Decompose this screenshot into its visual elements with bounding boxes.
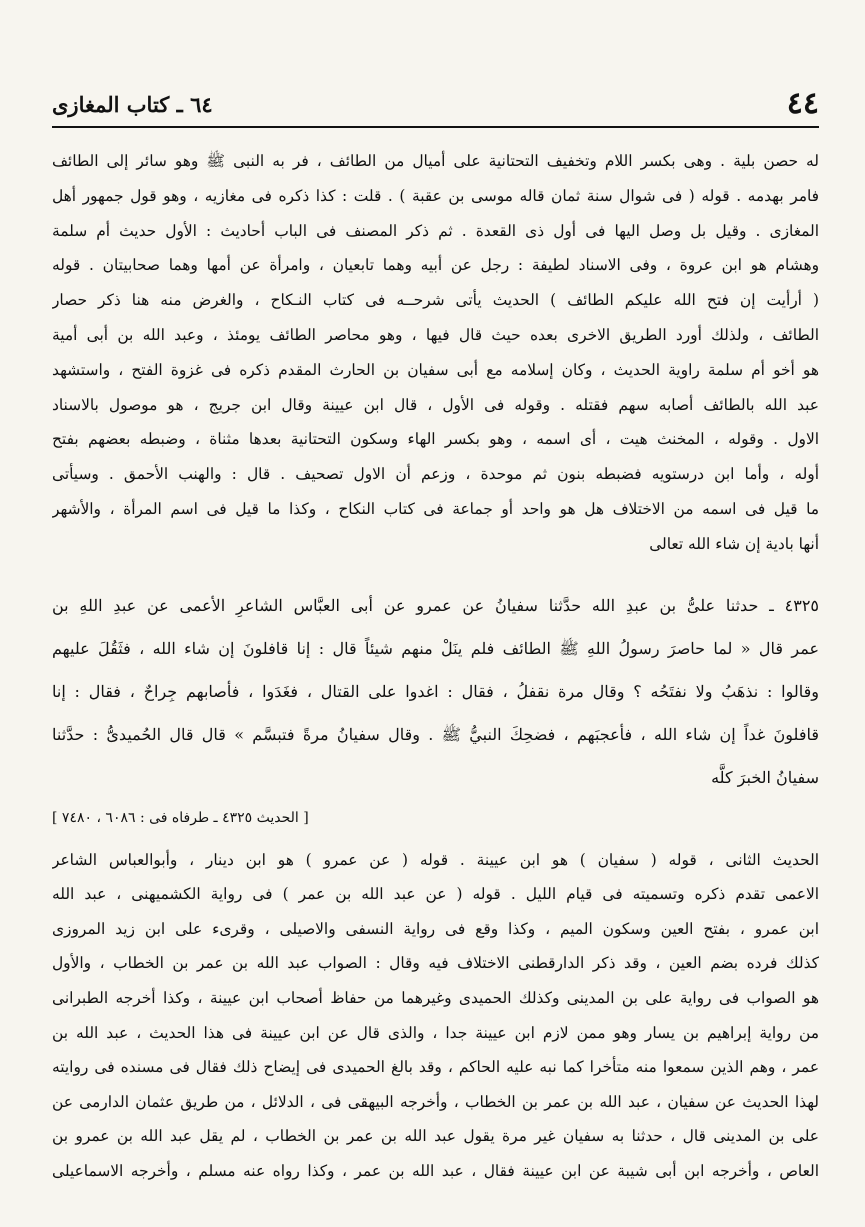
hadith-line: عمر قال « لما حاصرَ رسولُ اللهِ ﷺ الطائف فلم ينَلْ منهم شيئاً قال : إنا قافلونَ إن شاء الله ، فثَقُلَ عليهم <box>52 638 819 658</box>
hadith-reference-note <box>52 803 819 833</box>
text-line: هو الصواب فى رواية على بن المدينى وكذلك الحميدى وغيرهما من حفاظ أصحاب ابن عيينة ، وكذا أخرجه الطبرانى <box>52 988 819 1007</box>
text-line: من رواية إبراهيم بن يسار وهو ممن لازم ابن عيينة جدا ، والذى قال عن ابن عيينة فى هذا الحديث ، عبد الله بن <box>52 1023 819 1042</box>
commentary-paragraph-1 <box>52 144 819 562</box>
text-line: له حصن بلية . وهى بكسر اللام وتخفيف التحتانية على أميال من الطائف ، فر به النبى ﷺ وهو سائر إلى الطائف <box>52 152 819 170</box>
text-line: أنها بادية إن شاء الله تعالى <box>649 534 819 553</box>
text-line: هو أخو أم سلمة راوية الحديث ، وكان إسلامه مع أبى سفيان بن الحارث المقدم ذكره فى غزوة الفتح ، واستشهد <box>52 360 819 379</box>
text-line: الاعمى تقدم ذكره وتسميته فى قيام الليل . قوله ( عن عبد الله بن عمر ) فى رواية الكشميهنى ، عبد الله <box>52 885 819 904</box>
reference-note-text: [ الحديث ٤٣٢٥ ـ طرفاه فى : ٦٠٨٦ ، ٧٤٨٠ ] <box>52 809 309 826</box>
running-title: ٦٤ ـ كتاب المغازى <box>52 92 213 117</box>
text-line: أوله ، وأما ابن درستويه فضبطه بنون ثم موحدة ، وزعم أن الاول تصحيف . قال : والهنب الأحمق . وسيأتى <box>52 465 819 484</box>
hadith-line: وقالوا : نذهَبُ ولا نفتَحُه ؟ وقال مرة نقفلُ ، فقال : اغدوا على القتال ، فغَدَوا ، فأصابهم جِراحٌ ، فقال : إنا <box>52 681 819 701</box>
text-line: ( أرأيت إن فتح الله عليكم الطائف ) الحديث يأتى شرحــه فى كتاب النـكاح ، والغرض منه هنا ذكر حصار <box>52 291 819 310</box>
text-line: ابن عمرو ، بفتح العين وسكون الميم ، وكذا وقع فى رواية النسفى والاصيلى ، وقرىء على ابن زيد المروزى <box>52 919 819 938</box>
text-line: الاول . وقوله ، المخنث هيت ، أى اسمه ، وهو بكسر الهاء وسكون التحتانية بعدها مثناة ، وضبطه بعضهم بفتح <box>52 430 819 449</box>
text-line: فامر بهدمه . قوله ( فى شوال سنة ثمان قاله موسى بن عقبة ) . قلت : كذا ذكره فى مغازيه ، وهو قول جمهور أهل <box>52 186 819 205</box>
text-line: المغازى . وقيل بل وصل اليها فى أول ذى القعدة . ثم ذكر المصنف فى الباب أحاديث : الأول حديث أم سلمة <box>52 221 819 240</box>
text-line: عمر ، وهم الذين سمعوا منه متأخرا كما نبه عليه الحاكم ، وقد بالغ الحميدى فى إيضاح ذلك فقال فى مسنده فى روايته <box>52 1058 819 1077</box>
text-line: الطائف ، ولذلك أورد الطريق الاخرى بعده حيث قال فيها ، وهو محاصر الطائف يومئذ ، وعبد الله بن أبى أمية <box>52 325 819 344</box>
text-line: ما قيل فى اسمه من الاختلاف هل هو واحد أو جماعة فى كتاب النكاح ، وكذا ما قيل فى اسم المرأة ، والأشهر <box>52 499 819 518</box>
text-line: وهشام هو ابن عروة ، وفى الاسناد لطيفة : رجل عن أبيه وهما تابعيان ، وامرأة عن أمها وهما صحابيتان . قوله <box>52 256 819 275</box>
text-line: عبد الله بالطائف أصابه سهم فقتله . وقوله فى الأول ، قال ابن عيينة وقال ابن جريج ، هو موصول بالاسناد <box>52 395 819 414</box>
commentary-paragraph-2 <box>52 843 819 1189</box>
page-header <box>52 86 819 128</box>
page-body <box>52 144 819 1189</box>
text-line: الحديث الثانى ، قوله ( سفيان ) هو ابن عيينة . قوله ( عن عمرو ) هو ابن دينار ، وأبوالعباس الشاعر <box>52 850 819 869</box>
hadith-line: ٤٣٢٥ ـ حدثنا علىُّ بن عبدِ الله حدَّثنا سفيانُ عن عمرو عن أبى العبَّاس الشاعرِ الأعمى عن عبدِ اللهِ بن <box>52 595 819 615</box>
text-line: كذلك فرده بضم العين ، وقد ذكر الدارقطنى الاختلاف فيه وقال : الصواب عبد الله بن عمر بن الخطاب ، والأول <box>52 954 819 973</box>
text-line: العاص ، وأخرجه ابن أبى شيبة عن ابن عيينة فقال ، عبد الله بن عمر ، وكذا رواه عنه مسلم ، وأخرجه الاسماعيلى <box>52 1161 819 1180</box>
hadith-line: سفيانُ الخبرَ كلَّه <box>711 767 819 787</box>
hadith-paragraph <box>52 584 819 799</box>
text-line: لهذا الحديث عن سفيان ، عبد الله بن عمر بن الخطاب ، وأخرجه البيهقى فى ، الدلائل ، من طريق عثمان الدارمى عن <box>52 1092 819 1111</box>
page-number: ٤٤ <box>786 86 819 121</box>
text-line: على بن المدينى قال ، حدثنا به سفيان غير مرة يقول عبد الله بن عمر بن الخطاب ، لم يقل عبد الله بن عمرو بن <box>52 1127 819 1146</box>
hadith-line: قافلونَ غداً إن شاء الله ، فأعجبَهم ، فضحِكَ النبيُّ ﷺ . وقال سفيانُ مرةً فتبسَّم » قال قال الحُميدىُّ : حدَّثنا <box>52 724 819 744</box>
